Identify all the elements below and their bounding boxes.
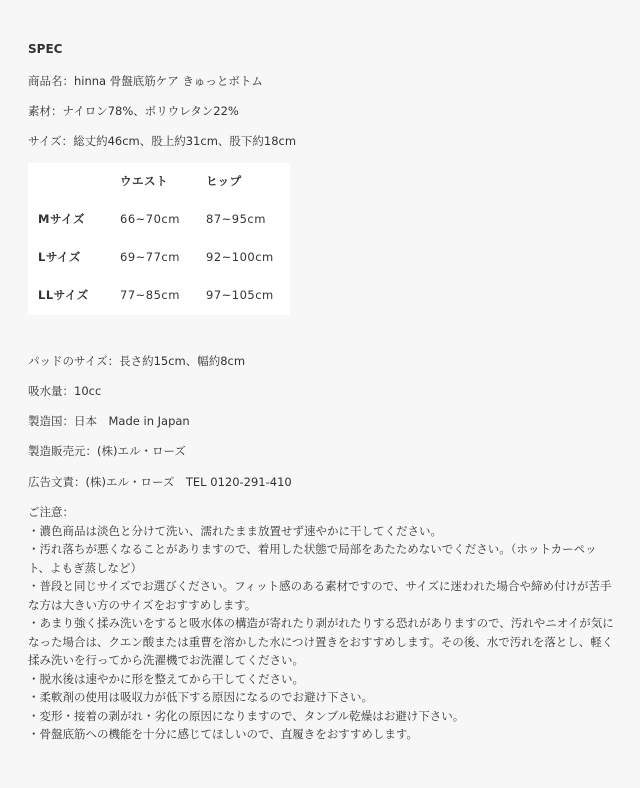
note-item: ・柔軟剤の使用は吸収力が低下する原因になるのでお避け下さい。 [28,690,373,704]
spec-absorption: 吸水量：10cc [28,384,102,398]
spec-product-name: 商品名：hinna 骨盤底筋ケア きゅっとボトム [28,74,263,88]
table-row-label: Mサイズ [38,212,86,226]
note-item: ・変形・接着の剥がれ・劣化の原因になりますので、タンブル乾燥はお避け下さい。 [28,708,465,723]
notes-section [28,503,618,744]
note-item: ・濃色商品は淡色と分けて洗い、濡れたまま放置せず速やかに干してください。 [28,523,442,538]
spec-advertiser: 広告文責：(株)エル・ローズ TEL 0120-291-410 [28,475,292,489]
spec-pad-size: パッドのサイズ：長さ約15cm、幅約8cm [28,354,246,368]
table-row-label: LLサイズ [38,288,89,302]
spec-manufacturer: 製造販売元：(株)エル・ローズ [28,444,186,458]
spec-material: 素材：ナイロン78%、ポリウレタン22% [28,104,239,118]
note-item: ・骨盤底筋への機能を十分に感じてほしいので、直履きをおすすめします。 [28,727,418,741]
table-cell-waist: 69~77cm [120,250,180,264]
note-item: ・脱水後は速やかに形を整えてから干してください。 [28,671,304,686]
table-cell-waist: 66~70cm [120,212,180,226]
table-header-hip: ヒップ [206,174,242,188]
note-item: ・汚れ落ちが悪くなることがありますので、着用した状態で局部をあたためないでください。（ホットカーペット、よもぎ蒸しなど） [28,542,597,575]
spec-heading: SPEC [28,42,63,56]
table-cell-hip: 97~105cm [206,288,274,302]
spec-size: サイズ：総丈約46cm、股上約31cm、股下約18cm [28,134,297,148]
note-item: ・普段と同じサイズでお選びください。フィット感のある素材ですので、サイズに迷われた場合や締め付けが苦手な方は大きい方のサイズをおすすめします。 [28,579,612,612]
spec-country: 製造国：日本 Made in Japan [28,414,190,428]
notes-title: ご注意： [28,505,74,519]
table-cell-hip: 87~95cm [206,212,266,226]
table-cell-hip: 92~100cm [206,250,274,264]
note-item: ・あまり強く揉み洗いをすると吸水体の構造が寄れたり剥がれたりする恐れがありますので、汚れやニオイが気になった場合は、クエン酸または重曹を溶かした水につけ置きをおすすめします。その後、水で汚れを落とし、軽く揉み洗いを行ってから洗濯機でお洗濯してください。 [28,616,614,667]
table-cell-waist: 77~85cm [120,288,180,302]
size-table [28,163,290,315]
table-row-label: Lサイズ [38,250,81,264]
table-header-waist: ウエスト [120,174,168,188]
